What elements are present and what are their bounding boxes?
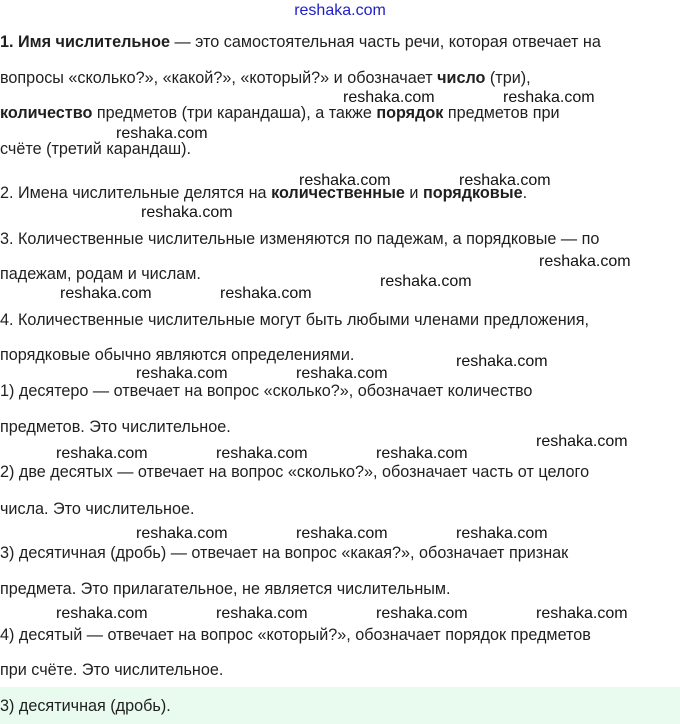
bold-term: порядок	[376, 104, 444, 122]
bold-term: количественные	[271, 184, 405, 202]
watermark: reshaka.com	[459, 172, 551, 189]
watermark: reshaka.com	[136, 525, 228, 542]
bold-term: 1. Имя числительное	[0, 33, 170, 51]
text-line	[0, 579, 451, 599]
text-run: 1) десятеро — отвечает на вопрос «сколько?», обозначает количество	[0, 382, 533, 400]
text-run: предмета. Это прилагательное, не является числительным.	[0, 580, 451, 598]
text-line	[0, 68, 531, 88]
watermark: reshaka.com	[116, 125, 208, 142]
text-line	[0, 625, 591, 645]
text-run: .	[522, 184, 528, 202]
text-run: предметов. Это числительное.	[0, 418, 231, 436]
text-run: 3. Количественные числительные изменяются по падежам, а порядковые — по	[0, 230, 600, 248]
watermark: reshaka.com	[456, 525, 548, 542]
text-line	[0, 32, 601, 52]
text-run: счёте (третий карандаш).	[0, 140, 192, 158]
text-run: 4) десятый — отвечает на вопрос «который?», обозначает порядок предметов	[0, 626, 591, 644]
text-run: 3) десятичная (дробь) — отвечает на вопрос «какая?», обозначает признак	[0, 544, 569, 562]
site-header[interactable]: reshaka.com	[294, 2, 386, 19]
watermark: reshaka.com	[136, 365, 228, 382]
text-line	[0, 543, 568, 563]
text-run: 2) две десятых — отвечает на вопрос «сколько?», обозначает часть от целого	[0, 463, 590, 481]
watermark: reshaka.com	[299, 172, 391, 189]
text-run: 4. Количественные числительные могут быть любыми членами предложения,	[0, 311, 589, 329]
text-run: при счёте. Это числительное.	[0, 661, 224, 679]
watermark: reshaka.com	[503, 89, 595, 106]
watermark: reshaka.com	[376, 445, 468, 462]
watermark: reshaka.com	[141, 204, 233, 221]
text-run: 2. Имена числительные делятся на	[0, 184, 272, 202]
text-line	[0, 660, 223, 680]
text-line	[0, 103, 560, 123]
text-run: — это самостоятельная часть речи, которая отвечает на	[169, 33, 601, 51]
text-run: числа. Это числительное.	[0, 500, 195, 518]
watermark: reshaka.com	[56, 445, 148, 462]
text-run: (три),	[485, 69, 531, 87]
text-line	[0, 462, 589, 482]
watermark: reshaka.com	[380, 273, 472, 290]
text-run: предметов (три карандаша), а также	[92, 104, 377, 122]
text-line	[0, 381, 532, 401]
text-line	[0, 417, 231, 437]
watermark: reshaka.com	[343, 89, 435, 106]
answer-box	[0, 687, 680, 724]
text-run: падежам, родам и числам.	[0, 265, 201, 283]
text-run: и	[404, 184, 423, 202]
text-line	[0, 183, 527, 203]
text-line	[0, 345, 354, 365]
watermark: reshaka.com	[216, 605, 308, 622]
text-line	[0, 310, 589, 330]
watermark: reshaka.com	[296, 365, 388, 382]
watermark: reshaka.com	[539, 253, 631, 270]
watermark: reshaka.com	[56, 605, 148, 622]
bold-term: количество	[0, 104, 93, 122]
text-run: вопросы «сколько?», «какой?», «который?» и обозначает	[0, 69, 438, 87]
watermark: reshaka.com	[536, 433, 628, 450]
watermark: reshaka.com	[456, 353, 548, 370]
watermark: reshaka.com	[296, 525, 388, 542]
bold-term: число	[437, 69, 486, 87]
watermark: reshaka.com	[536, 605, 628, 622]
text-line	[0, 264, 201, 284]
text-line	[0, 499, 194, 519]
text-run: порядковые обычно являются определениями.	[0, 346, 355, 364]
watermark: reshaka.com	[60, 285, 152, 302]
watermark: reshaka.com	[376, 605, 468, 622]
answer-text: 3) десятичная (дробь).	[0, 697, 171, 715]
watermark: reshaka.com	[216, 445, 308, 462]
watermark: reshaka.com	[220, 285, 312, 302]
text-line	[0, 229, 599, 249]
text-run: предметов при	[443, 104, 560, 122]
bold-term: порядковые	[422, 184, 523, 202]
